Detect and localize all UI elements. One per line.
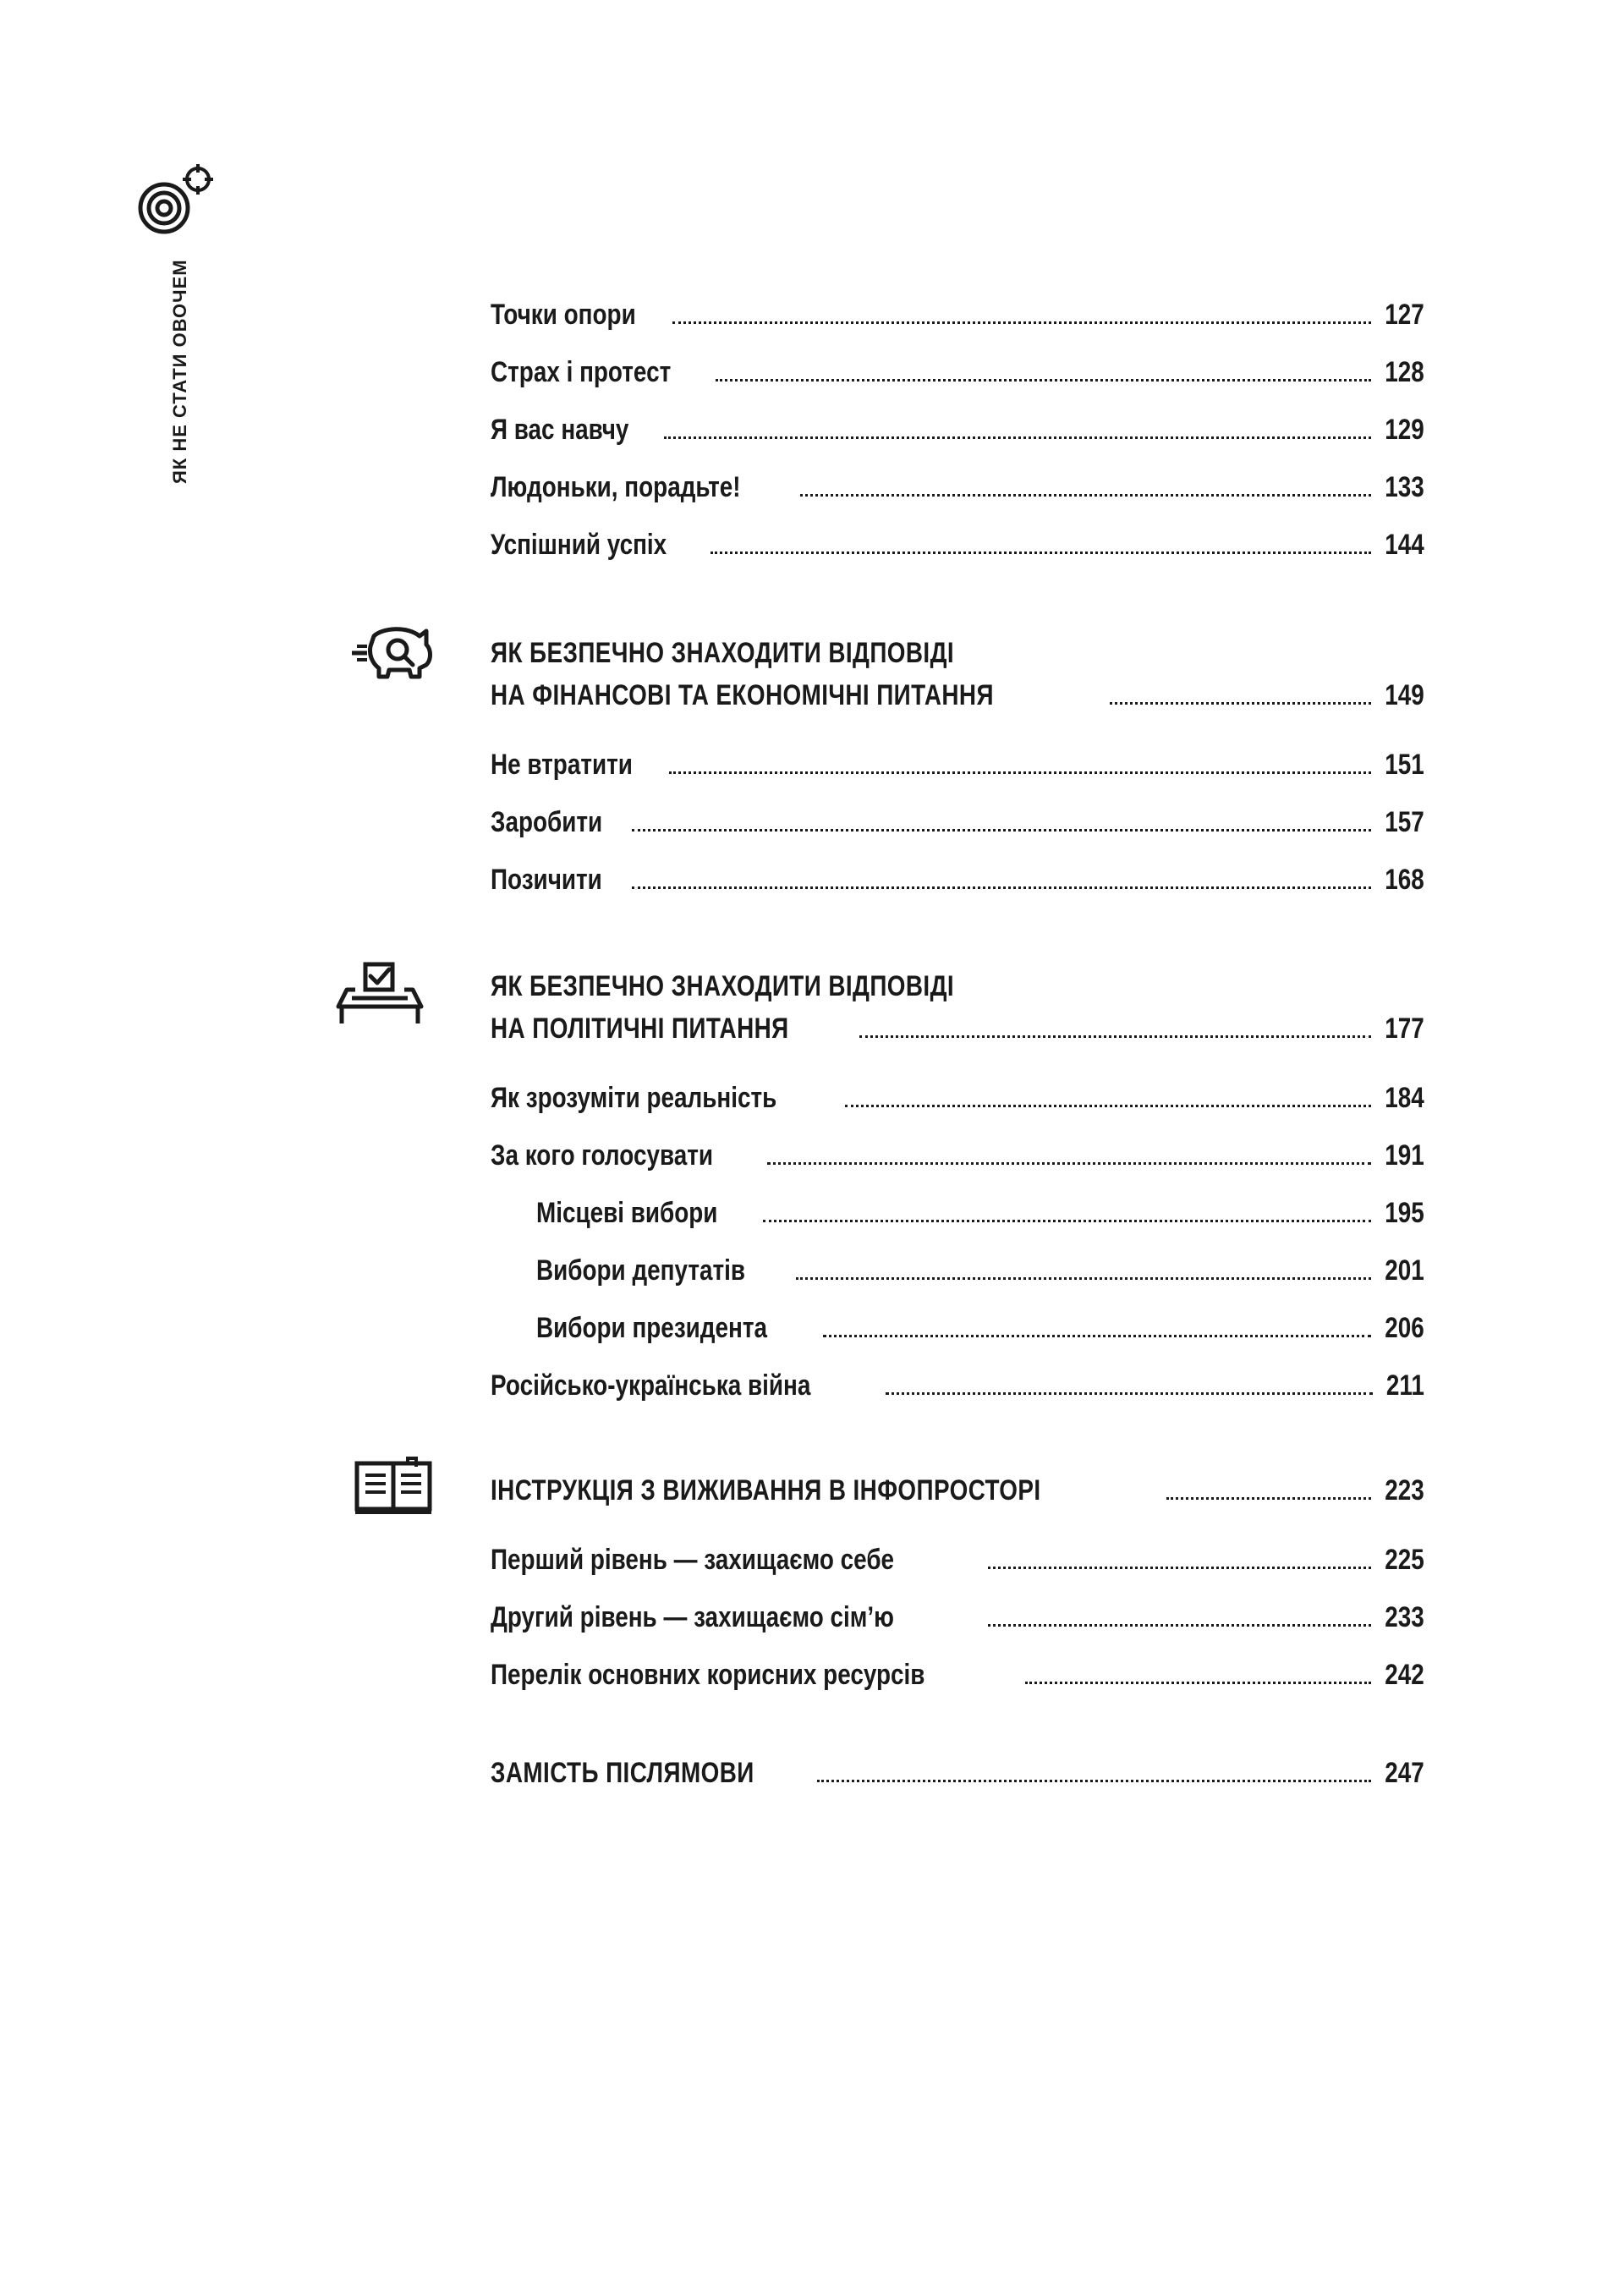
toc-entry-title: Перший рівень — захищаємо себе [491,1544,895,1576]
toc-entry-page: 247 [1385,1757,1424,1789]
toc-entry-page: 157 [1385,806,1424,838]
toc-entry-page: 191 [1385,1139,1424,1172]
toc-leader-dots [1166,1497,1371,1500]
toc-entry[interactable] [491,413,1424,447]
toc-leader-dots [664,436,1371,439]
toc-entry-page: 177 [1385,1013,1424,1045]
toc-entry[interactable] [491,1369,1424,1402]
piggy-bank-search-icon [348,621,435,682]
toc-entry-page: 168 [1385,864,1424,896]
toc-entry-page: 149 [1385,679,1424,711]
toc-entry-page: 128 [1385,356,1424,388]
toc-entry[interactable] [491,470,1424,504]
toc-leader-dots [823,1335,1371,1337]
toc-leader-dots [710,552,1371,554]
toc-leader-dots [716,379,1371,381]
toc-subentry[interactable] [536,1196,1424,1230]
toc-entry-title: Позичити [491,864,602,896]
toc-entry-page: 206 [1385,1312,1424,1344]
section-heading-finance-line1[interactable]: ЯК БЕЗПЕЧНО ЗНАХОДИТИ ВІДПОВІДІ [491,637,955,669]
toc-entry-page: 129 [1385,414,1424,446]
open-book-icon [354,1457,433,1516]
toc-entry-title: За кого голосувати [491,1139,714,1172]
toc-leader-dots [800,494,1371,497]
toc-entry-title: Вибори президента [536,1312,768,1344]
section-heading-afterword[interactable] [491,1756,1424,1790]
toc-entry[interactable] [491,1600,1424,1634]
toc-entry[interactable] [491,1081,1424,1115]
toc-entry-page: 225 [1385,1544,1424,1576]
toc-entry[interactable] [491,1658,1424,1692]
section-heading-finance[interactable] [491,678,1424,712]
toc-entry-title: Вибори депутатів [536,1254,746,1287]
toc-entry-title: Місцеві вибори [536,1197,718,1229]
toc-entry-title: ІНСТРУКЦІЯ З ВИЖИВАННЯ В ІНФОПРОСТОРІ [491,1474,1041,1506]
toc-leader-dots [796,1277,1371,1280]
toc-entry-title: НА ФІНАНСОВІ ТА ЕКОНОМІЧНІ ПИТАННЯ [491,679,994,711]
toc-entry[interactable] [491,748,1424,782]
toc-entry-title: НА ПОЛІТИЧНІ ПИТАННЯ [491,1013,789,1045]
toc-leader-dots [672,321,1371,324]
toc-entry-title: Я вас навчу [491,414,629,446]
toc-entry-title: Другий рівень — захищаємо сім’ю [491,1601,894,1633]
target-icon [135,162,220,239]
toc-leader-dots [859,1035,1371,1038]
toc-leader-dots [1110,702,1372,705]
toc-leader-dots [1025,1682,1371,1684]
toc-entry[interactable] [491,528,1424,562]
toc-entry[interactable] [491,298,1424,332]
toc-leader-dots [669,771,1371,774]
toc-entry-page: 223 [1385,1474,1424,1506]
toc-entry-page: 233 [1385,1601,1424,1633]
toc-entry-page: 195 [1385,1197,1424,1229]
section-heading-politics[interactable] [491,1012,1424,1045]
toc-entry-page: 184 [1385,1082,1424,1114]
toc-subentry[interactable] [536,1311,1424,1345]
toc-entry[interactable] [491,805,1424,839]
toc-entry-page: 242 [1385,1659,1424,1691]
toc-entry-page: 133 [1385,471,1424,503]
toc-leader-dots [632,829,1371,831]
section-heading-survival[interactable] [491,1474,1424,1507]
toc-entry-title: Як зрозуміти реальність [491,1082,777,1114]
toc-entry-page: 201 [1385,1254,1424,1287]
toc-entry[interactable] [491,1543,1424,1577]
toc-leader-dots [988,1567,1371,1569]
toc-entry-title: Російсько-українська війна [491,1369,811,1402]
toc-entry-title: Перелік основних корисних ресурсів [491,1659,925,1691]
toc-entry-title: Заробити [491,806,603,838]
toc-entry[interactable] [491,355,1424,389]
toc-leader-dots [632,886,1372,889]
toc-entry-page: 151 [1385,749,1424,781]
toc-leader-dots [817,1780,1371,1782]
toc-entry-title: Точки опори [491,299,636,331]
toc-entry-title: Страх і протест [491,356,672,388]
toc-entry-title: Не втратити [491,749,633,781]
toc-entry-page: 211 [1386,1369,1424,1402]
toc-entry[interactable] [491,1139,1424,1172]
toc-entry-title: Людоньки, порадьте! [491,471,741,503]
ballot-box-icon [335,959,425,1027]
toc-leader-dots [767,1162,1372,1165]
toc-leader-dots [886,1392,1373,1395]
toc-entry-title: ЗАМІСТЬ ПІСЛЯМОВИ [491,1757,754,1789]
toc-subentry[interactable] [536,1254,1424,1287]
toc-leader-dots [845,1105,1372,1107]
toc-entry[interactable] [491,863,1424,897]
toc-entry-page: 144 [1385,529,1424,561]
toc-leader-dots [763,1220,1372,1222]
toc-entry-title: Успішний успіх [491,529,667,561]
toc-leader-dots [988,1624,1372,1627]
toc-entry-page: 127 [1385,299,1424,331]
running-title: ЯК НЕ СТАТИ ОВОЧЕМ [169,259,190,484]
section-heading-politics-line1[interactable]: ЯК БЕЗПЕЧНО ЗНАХОДИТИ ВІДПОВІДІ [491,970,955,1002]
